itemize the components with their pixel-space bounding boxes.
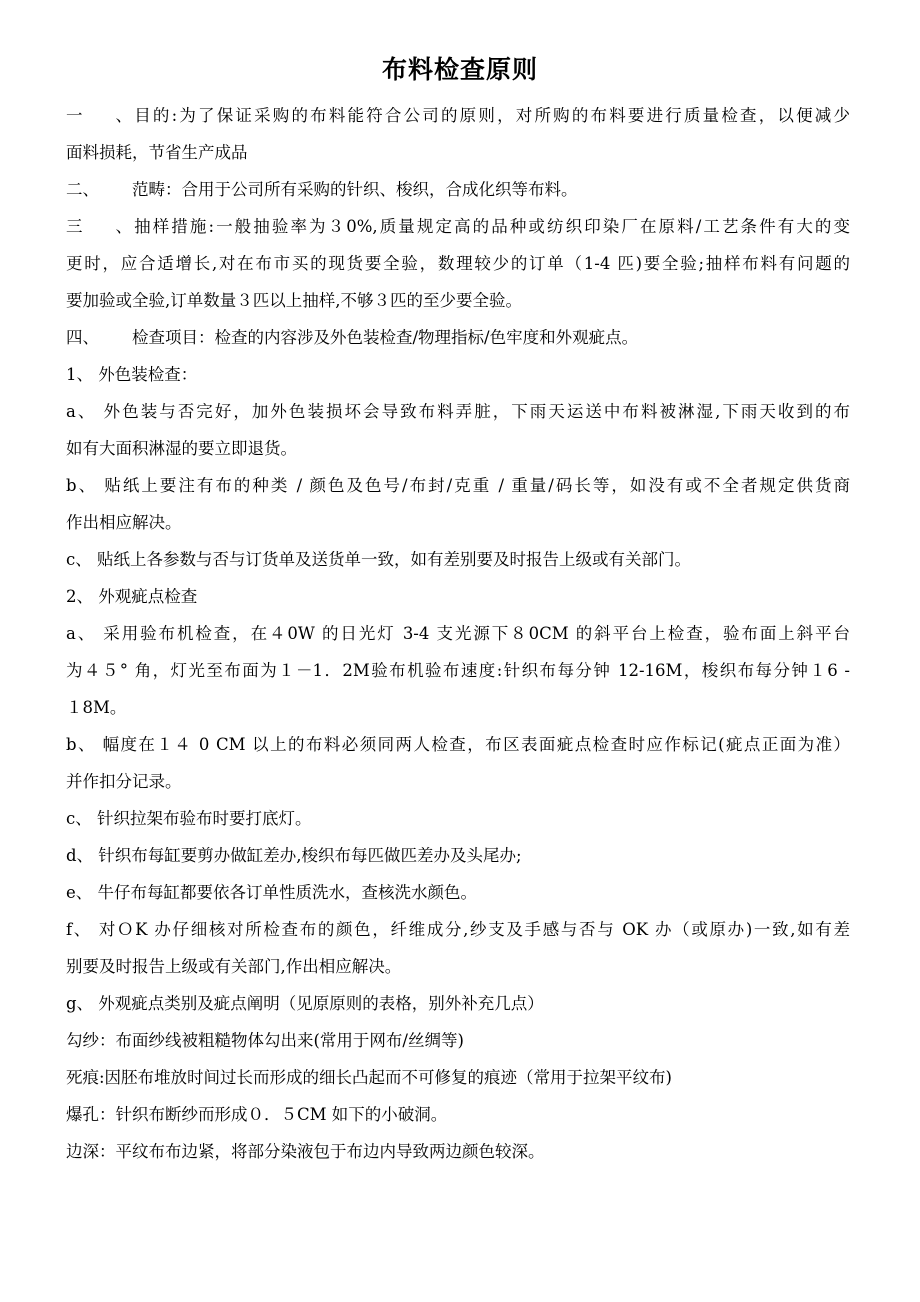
text-line: 更时，应合适增长,对在布市买的现货要全验，数理较少的订单（1-4 匹)要全验;抽样布料有问题的 [66,254,850,273]
document-title: 布料检查原则 [381,55,538,84]
text-line: b、 幅度在１４ 0 CM 以上的布料必须同两人检查，布区表面疵点检查时应作标记(疵点正面为准） [66,735,850,754]
text-line: １8M。 [66,698,127,717]
section-text: 范畴：合用于公司所有采购的针织、梭织，合成化织等布料。 [132,180,578,199]
text-line: 如有大面积淋湿的要立即退货。 [66,439,297,458]
text-line [66,319,850,356]
text-line [66,171,850,208]
text-line: g、 外观疵点类别及疵点阐明（见原原则的表格，别外补充几点） [66,994,544,1013]
text-line [66,208,850,245]
text-line: a、 采用验布机检查，在４0W 的日光灯 3-4 支光源下８0CM 的斜平台上检查，验布面上斜平台 [66,624,850,643]
list-item [66,467,850,541]
text-line: a、 外色装与否完好，加外色装损坏会导致布料弄脏，下雨天运送中布料被淋湿,下雨天收到的布 [66,402,850,421]
text-line: 爆孔：针织布断纱而形成０．５CM 如下的小破洞。 [66,1105,448,1124]
text-line: f、 对ＯK 办仔细核对所检查布的颜色，纤维成分,纱支及手感与否与 OK 办（或原办)一致,如有差 [66,920,850,939]
text-line: 为４５° 角，灯光至布面为１－1．2M验布机验布速度:针织布每分钟 12-16M，梭织布每分钟１6 - [66,661,850,680]
list-item [66,837,850,874]
list-item [66,1022,850,1059]
list-item [66,985,850,1022]
section-text: 抽样措施:一般抽验率为３0%,质量规定高的品种或纺织印染厂在原料/工艺条件有大的变 [132,217,850,236]
list-item [66,911,850,985]
text-line: 死痕:因胚布堆放时间过长而形成的细长凸起而不可修复的痕迹（常用于拉架平纹布) [66,1068,672,1087]
list-item [66,1059,850,1096]
text-line: c、 针织拉架布验布时要打底灯。 [66,809,312,828]
list-item [66,800,850,837]
text-line: 边深：平纹布布边紧，将部分染液包于布边内导致两边颜色较深。 [66,1142,545,1161]
list-item [66,615,850,726]
text-line: d、 针织布每缸要剪办做缸差办,梭织布每匹做匹差办及头尾办; [66,846,522,865]
section-scope [66,171,850,208]
section-text: 检查项目：检查的内容涉及外色装检查/物理指标/色牢度和外观疵点。 [132,328,639,347]
section-purpose [66,97,850,171]
text-line: c、 贴纸上各参数与否与订货单及送货单一致，如有差别要及时报告上级或有关部门。 [66,550,691,569]
list-item [66,541,850,578]
text-line: 勾纱：布面纱线被粗糙物体勾出来(常用于网布/丝绸等) [66,1031,464,1050]
list-item [66,726,850,800]
section-number: 三、 [66,217,132,236]
list-item [66,356,850,393]
list-item [66,393,850,467]
list-item [66,578,850,615]
text-line: 并作扣分记录。 [66,772,182,791]
text-line [66,97,850,134]
section-number: 二、 [66,180,99,199]
text-line: b、 贴纸上要注有布的种类 / 颜色及色号/布封/克重 / 重量/码长等，如没有或不全者规定供货商 [66,476,850,495]
text-line: 别要及时报告上级或有关部门,作出相应解决。 [66,957,402,976]
list-item [66,1096,850,1133]
text-line: 面料损耗，节省生产成品 [66,143,248,162]
text-line: 要加验或全验,订单数量３匹以上抽样,不够３匹的至少要全验。 [66,291,522,310]
section-text: 目的:为了保证采购的布料能符合公司的原则，对所购的布料要进行质量检查，以便减少 [132,106,850,125]
text-line: 1、 外色装检查： [66,365,198,384]
section-number: 一、 [66,106,132,125]
list-item [66,1133,850,1170]
text-line: 2、 外观疵点检查 [66,587,198,606]
section-number: 四、 [66,328,99,347]
section-sampling [66,208,850,319]
text-line: 作出相应解决。 [66,513,182,532]
list-item [66,874,850,911]
text-line: e、 牛仔布每缸都要依各订单性质洗水，查核洗水颜色。 [66,883,478,902]
section-inspection-items [66,319,850,356]
